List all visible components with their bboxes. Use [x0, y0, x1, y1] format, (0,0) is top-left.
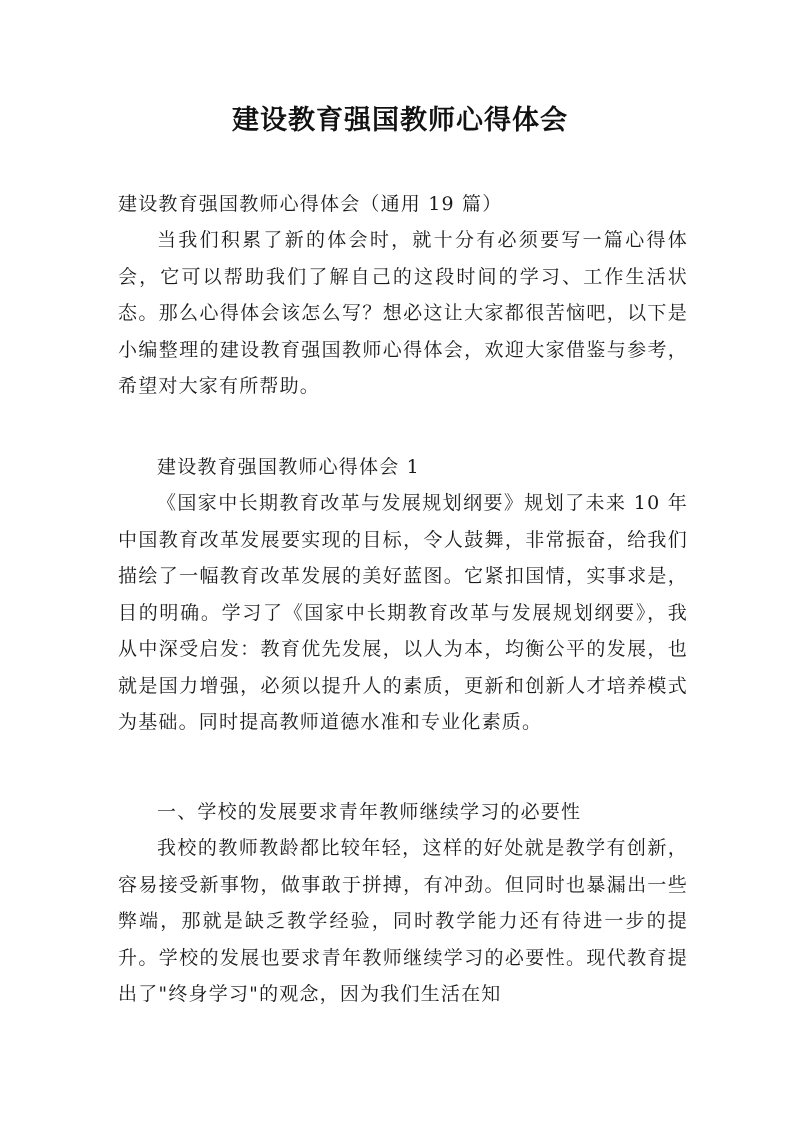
intro-paragraph: 当我们积累了新的体会时，就十分有必须要写一篇心得体会，它可以帮助我们了解自己的这段时间的学习、工作生活状态。那么心得体会该怎么写？想必这让大家都很苦恼吧，以下是小编整理的建设教育强国教师心得体会，欢迎大家借鉴与参考，希望对大家有所帮助。	[118, 229, 688, 397]
document-title: 建设教育强国教师心得体会	[232, 105, 568, 136]
heading-1-paragraph: 我校的教师教龄都比较年轻，这样的好处就是教学有创新，容易接受新事物，做事敢于拼搏，有冲劲。但同时也暴漏出一些弊端，那就是缺乏教学经验，同时教学能力还有待进一步的提升。学校的发展也要求青年教师继续学习的必要性。现代教育提出了"终身学习"的观念，因为我们生活在知	[118, 837, 688, 1005]
document-subtitle: 建设教育强国教师心得体会（通用 19 篇）	[118, 193, 503, 215]
heading-1: 一、学校的发展要求青年教师继续学习的必要性	[157, 801, 582, 823]
section-paragraph: 《国家中长期教育改革与发展规划纲要》规划了未来 10 年中国教育改革发展要实现的目标，令人鼓舞，非常振奋，给我们描绘了一幅教育改革发展的美好蓝图。它紧扣国情，实事求是，目的明确。学习了《国家中长期教育改革与发展规划纲要》，我从中深受启发：教育优先发展，以人为本，均衡公平的发展，也就是国力增强，必须以提升人的素质，更新和创新人才培养模式为基础。同时提高教师道德水准和专业化素质。	[118, 492, 688, 733]
section-title: 建设教育强国教师心得体会 1	[157, 456, 420, 478]
